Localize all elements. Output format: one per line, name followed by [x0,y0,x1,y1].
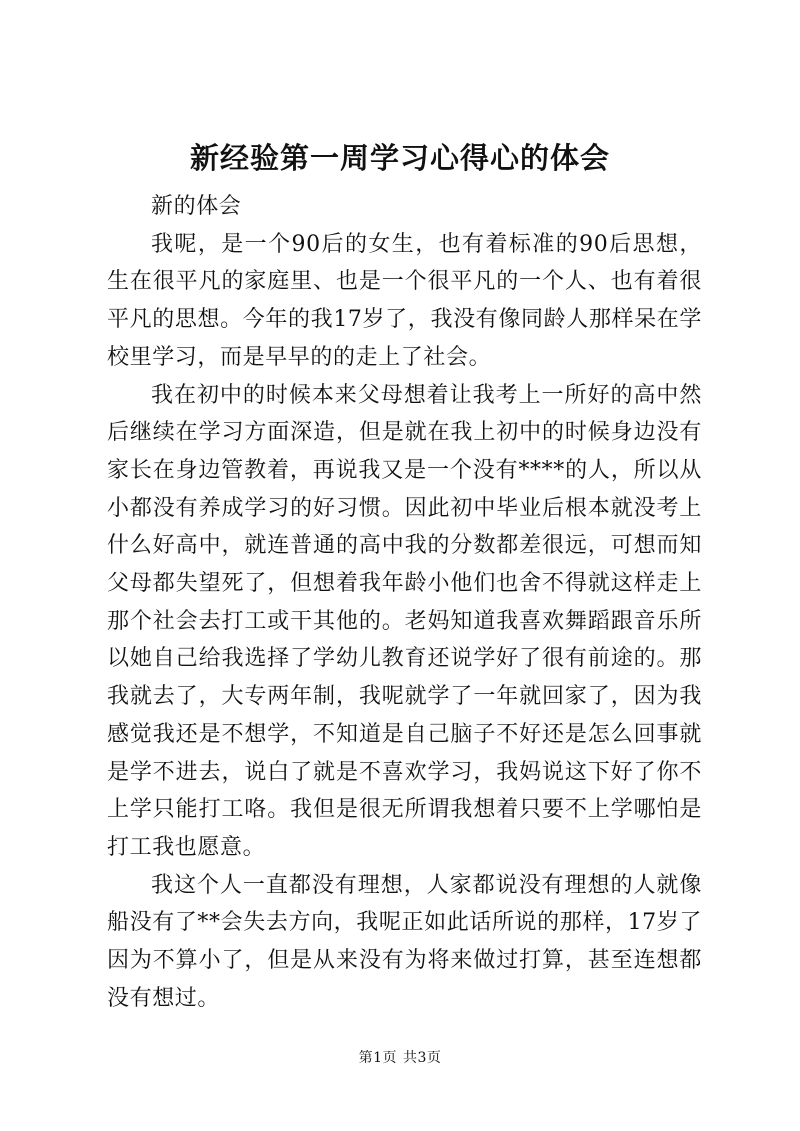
paragraph: 我在初中的时候本来父母想着让我考上一所好的高中然后继续在学习方面深造，但是就在我上初中的时候身边没有家长在身边管教着，再说我又是一个没有****的人，所以从小都没有养成学习的好习惯。因此初中毕业后根本就没考上什么好高中，就连普通的高中我的分数都差很远，可想而知父母都失望死了，但想着我年龄小他们也舍不得就这样走上那个社会去打工或干其他的。老妈知道我喜欢舞蹈跟音乐所以她自己给我选择了学幼儿教育还说学好了很有前途的。那我就去了，大专两年制，我呢就学了一年就回家了，因为我感觉我还是不想学，不知道是自己脑子不好还是怎么回事就是学不进去，说白了就是不喜欢学习，我妈说这下好了你不上学只能打工咯。我但是很无所谓我想着只要不上学哪怕是打工我也愿意。 [107,382,702,860]
paragraph-subheading: 新的体会 [151,194,242,219]
paragraph: 我这个人一直都没有理想，人家都说没有理想的人就像船没有了**会失去方向，我呢正如此话所说的那样，17岁了因为不算小了，但是从来没有为将来做过打算，甚至连想都没有想过。 [107,872,702,1011]
paragraph: 我呢，是一个90后的女生，也有着标准的90后思想，生在很平凡的家庭里、也是一个很平凡的一个人、也有着很平凡的思想。今年的我17岁了，我没有像同龄人那样呆在学校里学习，而是早早的的走上了社会。 [107,231,702,370]
page-number: 第1页 [358,1050,397,1066]
document-body [107,188,702,1017]
page-total: 共3页 [403,1050,442,1066]
document-title: 新经验第一周学习心得心的体会 [189,141,610,175]
page-footer [0,1048,800,1068]
